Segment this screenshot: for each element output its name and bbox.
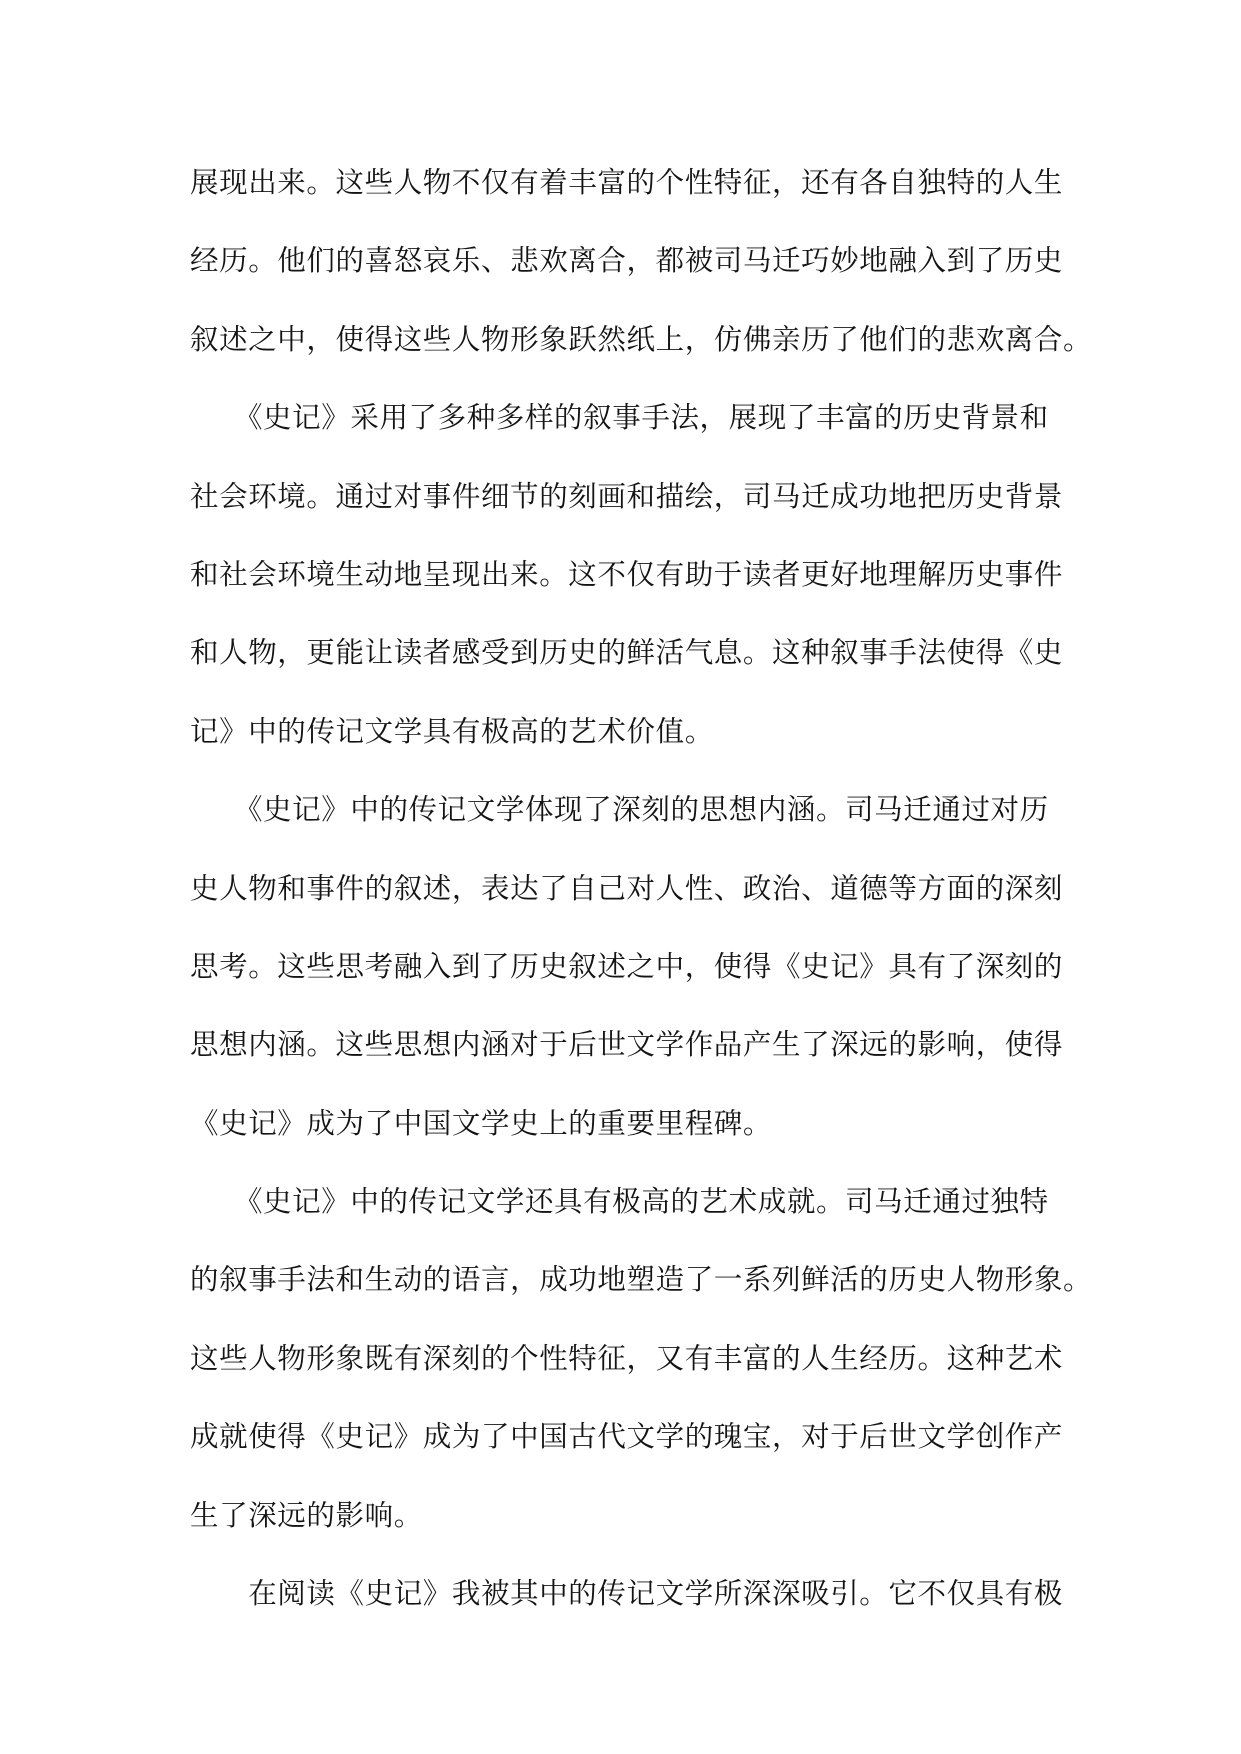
text-line: 思考。这些思考融入到了历史叙述之中，使得《史记》具有了深刻的: [190, 949, 1064, 983]
text-line: 成就使得《史记》成为了中国古代文学的瑰宝，对于后世文学创作产: [190, 1420, 1064, 1454]
text-line: 《史记》采用了多种多样的叙事手法，展现了丰富的历史背景和: [190, 401, 1049, 435]
text-line: 生了深远的影响。: [190, 1498, 423, 1532]
document-body: [190, 144, 1093, 1633]
text-line: 《史记》中的传记文学体现了深刻的思想内涵。司马迁通过对历: [190, 793, 1049, 827]
text-line: 的叙事手法和生动的语言，成功地塑造了一系列鲜活的历史人物形象。: [190, 1263, 1093, 1297]
text-line: 和人物，更能让读者感受到历史的鲜活气息。这种叙事手法使得《史: [190, 636, 1064, 670]
text-line: 这些人物形象既有深刻的个性特征，又有丰富的人生经历。这种艺术: [190, 1341, 1064, 1375]
text-line: 记》中的传记文学具有极高的艺术价值。: [190, 714, 714, 748]
text-line: 史人物和事件的叙述，表达了自己对人性、政治、道德等方面的深刻: [190, 871, 1064, 905]
text-line: 思想内涵。这些思想内涵对于后世文学作品产生了深远的影响，使得: [190, 1028, 1064, 1062]
text-line: 叙述之中，使得这些人物形象跃然纸上，仿佛亲历了他们的悲欢离合。: [190, 322, 1093, 356]
text-line: 展现出来。这些人物不仅有着丰富的个性特征，还有各自独特的人生: [190, 166, 1064, 199]
text-line: 和社会环境生动地呈现出来。这不仅有助于读者更好地理解历史事件: [190, 557, 1064, 591]
text-line: 《史记》中的传记文学还具有极高的艺术成就。司马迁通过独特: [190, 1185, 1049, 1219]
text-line: 《史记》成为了中国文学史上的重要里程碑。: [190, 1106, 773, 1140]
text-line: 经历。他们的喜怒哀乐、悲欢离合，都被司马迁巧妙地融入到了历史: [190, 244, 1064, 278]
text-line: 在阅读《史记》我被其中的传记文学所深深吸引。它不仅具有极: [190, 1577, 1064, 1611]
text-line: 社会环境。通过对事件细节的刻画和描绘，司马迁成功地把历史背景: [190, 479, 1064, 513]
